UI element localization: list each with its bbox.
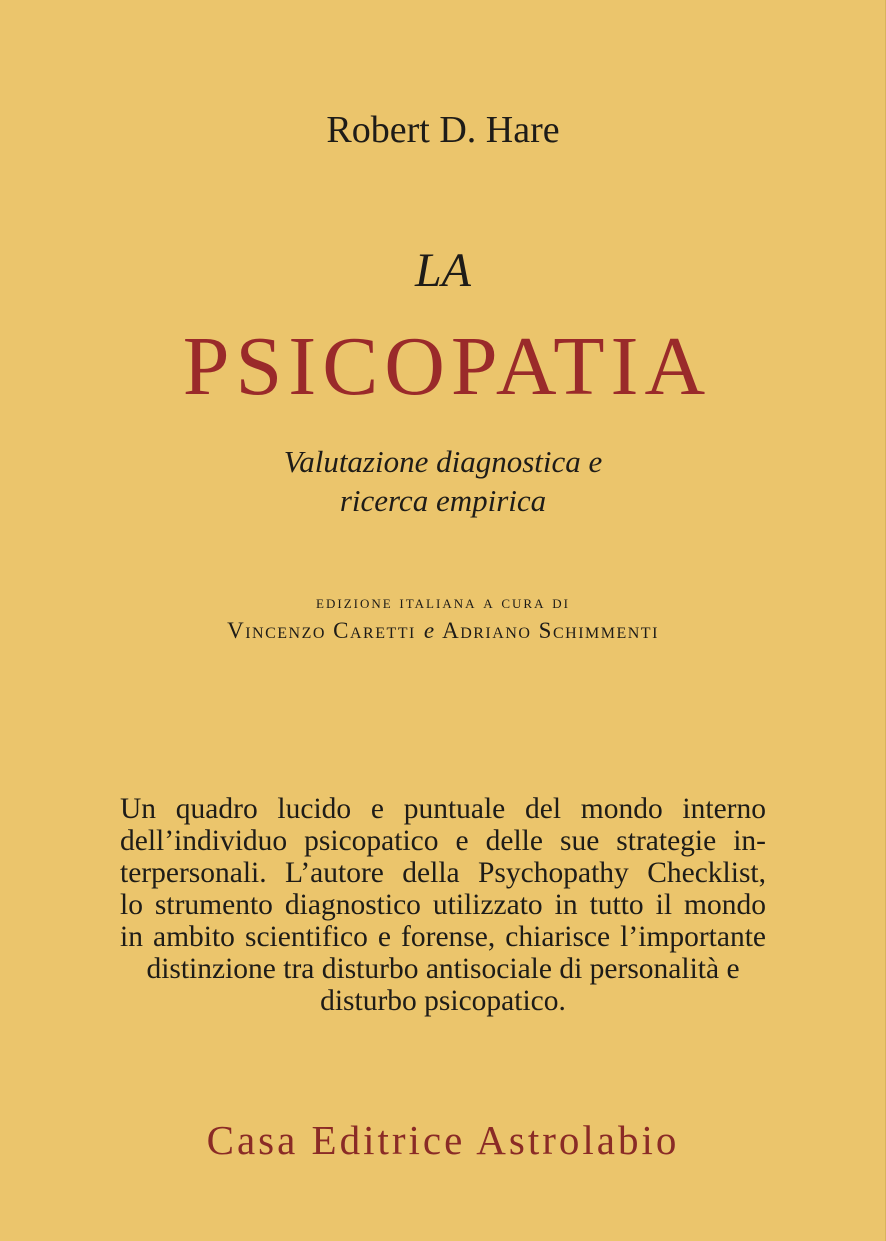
back-blurb	[120, 793, 766, 1017]
subtitle-line-2: ricerca empirica	[339, 483, 547, 518]
blurb-line: terpersonali. L’autore della Psychopathy Checklist,	[120, 857, 766, 889]
editor-conjunction: e	[423, 618, 435, 643]
title-article: LA	[414, 244, 471, 297]
publisher-name: Casa Editrice Astrolabio	[206, 1117, 680, 1163]
editors	[0, 618, 886, 644]
editor-2: Adriano Schimmenti	[442, 618, 659, 643]
blurb-line: in ambito scientifico e forense, chiarisce l’importante	[120, 921, 766, 953]
book-title: PSICOPATIA	[182, 320, 712, 413]
blurb-line: disturbo psicopatico.	[320, 985, 566, 1017]
blurb-line: lo strumento diagnostico utilizzato in tutto il mondo	[120, 889, 766, 921]
blurb-line: Un quadro lucido e puntuale del mondo interno	[120, 793, 766, 825]
blurb-line: dell’individuo psicopatico e delle sue strategie in-	[120, 825, 766, 857]
editor-intro-text: edizione italiana a cura di	[316, 592, 570, 613]
editor-intro	[0, 592, 886, 614]
editor-1: Vincenzo Caretti	[227, 618, 416, 643]
subtitle-line-1: Valutazione diagnostica e	[283, 444, 603, 479]
author-name: Robert D. Hare	[326, 109, 560, 151]
blurb-line: distinzione tra disturbo antisociale di personalità e	[146, 953, 740, 985]
